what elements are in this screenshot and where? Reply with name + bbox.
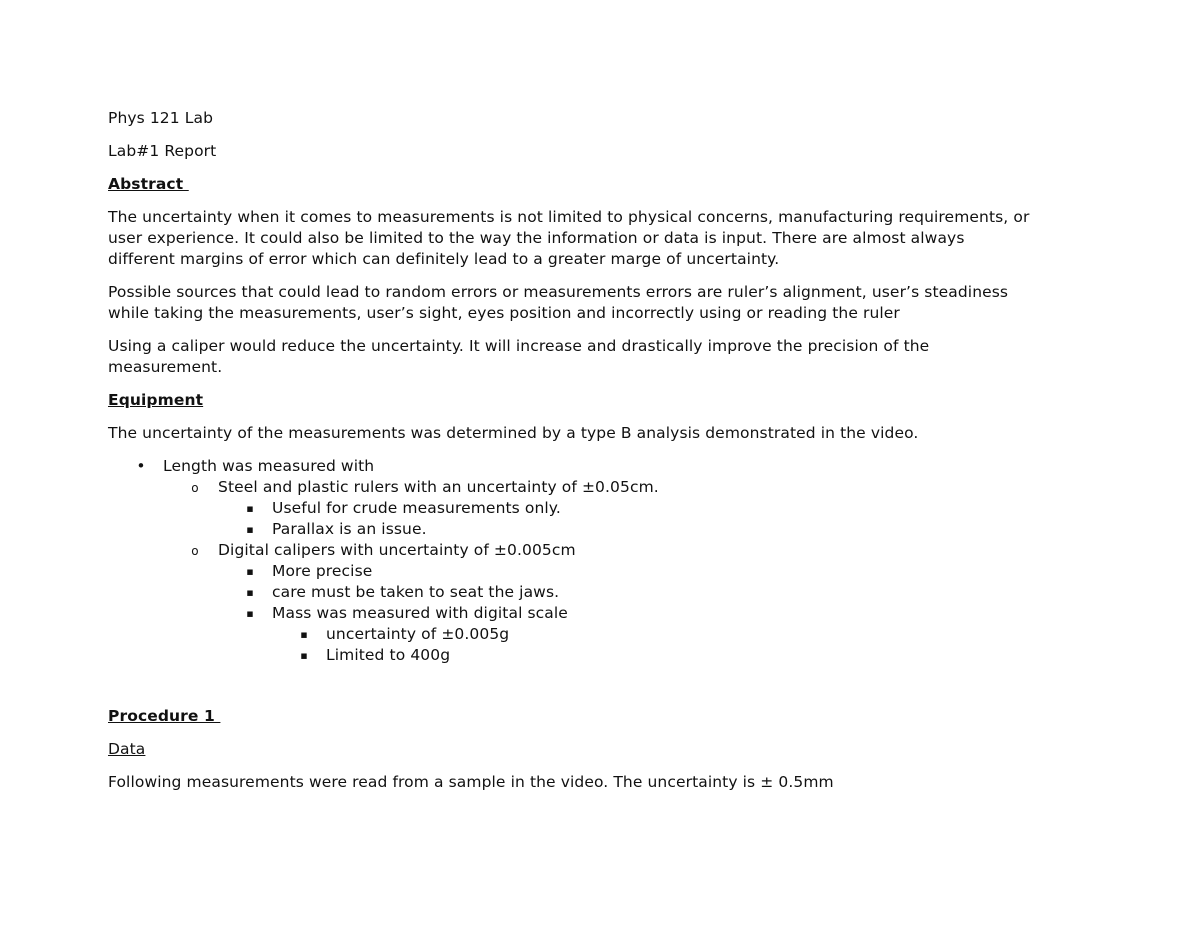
text-line: Using a caliper would reduce the uncertainty. It will increase and drastically improve the precision of the [108, 337, 930, 355]
list-item [108, 603, 1098, 624]
bullet-marker: ▪ [246, 586, 254, 599]
abstract-paragraph-2 [108, 282, 1098, 324]
bullet-marker: ▪ [246, 565, 254, 578]
data-subheading: Data [108, 740, 146, 758]
course-title: Phys 121 Lab [108, 109, 214, 127]
text-line: different margins of error which can definitely lead to a greater marge of uncertainty. [108, 250, 780, 268]
text-line: Possible sources that could lead to random errors or measurements errors are ruler’s alignment, user’s steadiness [108, 283, 1009, 301]
text-line: measurement. [108, 358, 223, 376]
bullet-marker: o [191, 481, 199, 495]
list-item-text: care must be taken to seat the jaws. [272, 583, 560, 601]
list-item-text: Useful for crude measurements only. [272, 499, 561, 517]
procedure-text: Following measurements were read from a sample in the video. The uncertainty is ± 0.5mm [108, 773, 834, 791]
text-line: The uncertainty when it comes to measurements is not limited to physical concerns, manufacturing requirements, or [108, 208, 1030, 226]
procedure-heading: Procedure 1 [108, 707, 221, 725]
equipment-heading: Equipment [108, 391, 204, 409]
list-item [108, 561, 1098, 582]
list-item [108, 582, 1098, 603]
text-line: while taking the measurements, user’s sight, eyes position and incorrectly using or reading the ruler [108, 304, 900, 322]
document-page [108, 108, 1098, 805]
list-item-text: Digital calipers with uncertainty of ±0.005cm [218, 541, 576, 559]
list-item-text: Steel and plastic rulers with an uncertainty of ±0.05cm. [218, 478, 659, 496]
abstract-heading: Abstract [108, 175, 189, 193]
list-item [108, 624, 1098, 645]
list-item-text: uncertainty of ±0.005g [326, 625, 510, 643]
equipment-intro: The uncertainty of the measurements was determined by a type B analysis demonstrated in the video. [108, 424, 919, 442]
bullet-marker: ▪ [300, 649, 308, 662]
report-title: Lab#1 Report [108, 142, 217, 160]
list-item-text: Parallax is an issue. [272, 520, 427, 538]
list-item-text: Length was measured with [163, 457, 375, 475]
list-item [108, 540, 1098, 561]
bullet-marker: • [136, 457, 146, 475]
list-item-text: Limited to 400g [326, 646, 451, 664]
bullet-marker: ▪ [246, 607, 254, 620]
abstract-paragraph-1 [108, 207, 1098, 270]
list-item [108, 645, 1098, 666]
list-item [108, 498, 1098, 519]
bullet-marker: o [191, 544, 199, 558]
spacer [108, 666, 1098, 706]
bullet-marker: ▪ [300, 628, 308, 641]
list-item-text: Mass was measured with digital scale [272, 604, 568, 622]
list-item [108, 519, 1098, 540]
list-item-text: More precise [272, 562, 373, 580]
list-item [108, 477, 1098, 498]
list-item [108, 456, 1098, 477]
abstract-paragraph-3 [108, 336, 1098, 378]
bullet-marker: ▪ [246, 502, 254, 515]
equipment-list [108, 456, 1098, 666]
bullet-marker: ▪ [246, 523, 254, 536]
text-line: user experience. It could also be limited to the way the information or data is input. There are almost always [108, 229, 965, 247]
